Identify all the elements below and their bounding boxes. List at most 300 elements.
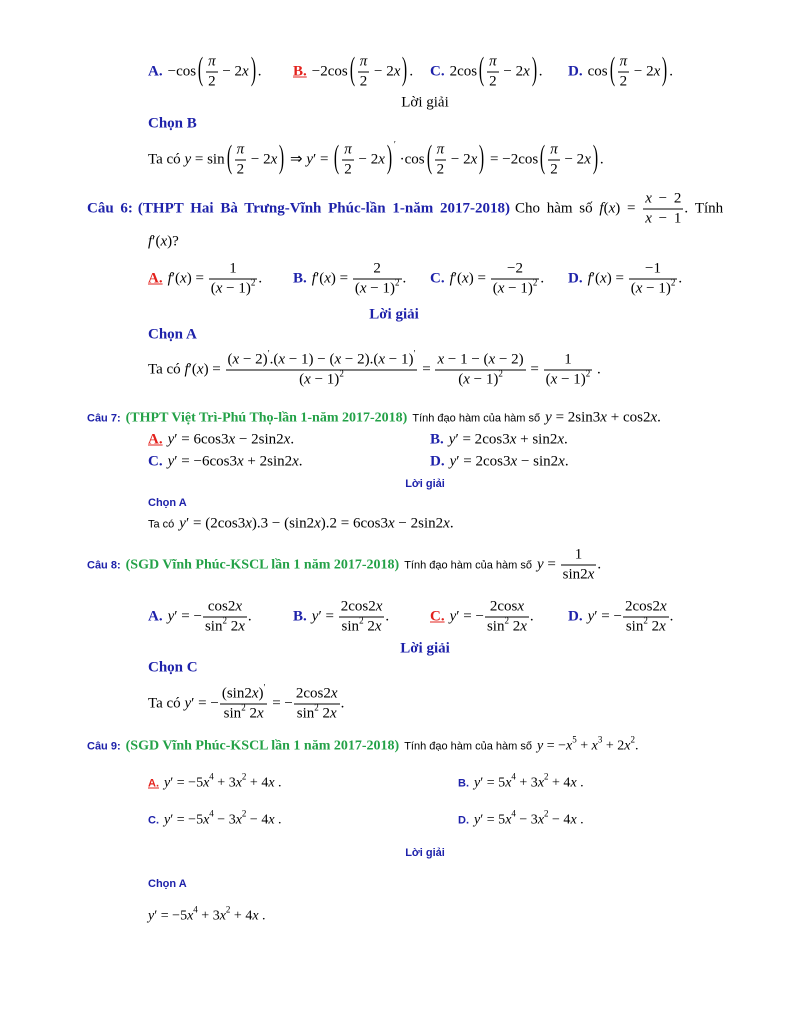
math-variable: x — [235, 598, 243, 615]
math-run: 2x — [508, 618, 527, 635]
math-run: 2cos2x — [340, 598, 383, 615]
math-variable: x — [537, 812, 545, 828]
math-variable: x — [378, 151, 385, 168]
math-run: . — [257, 63, 262, 80]
q6-header — [87, 191, 723, 228]
option-formula — [168, 261, 262, 298]
fraction — [485, 599, 529, 636]
solution-formula — [148, 139, 604, 179]
fraction-numerator — [561, 547, 597, 566]
option-formula — [168, 454, 303, 471]
math-run: sin2x — [562, 566, 595, 583]
math-run: y′ = (2cos3x).3 − (sin2x).2 = 6cos3x − 2sin2x. — [179, 515, 454, 532]
math-variable: x — [645, 190, 652, 207]
option-formula — [588, 54, 673, 91]
math-variable: x — [497, 280, 505, 297]
math-variable: y — [306, 151, 313, 168]
math-variable: y — [164, 775, 171, 791]
math-run: − 2x — [370, 63, 401, 80]
math-run: (x − 2) — [227, 351, 268, 368]
math-run: − 2x — [447, 151, 478, 168]
math-variable: x — [653, 63, 661, 80]
math-variable: f — [184, 361, 189, 378]
option-formula — [168, 432, 295, 449]
math-run: 1 — [564, 351, 572, 368]
fraction-numerator — [435, 352, 525, 371]
math-run: y′ = 2cos3x − sin2x. — [449, 453, 569, 470]
math-run: sin — [486, 618, 505, 635]
fraction — [487, 54, 499, 91]
math-variable: x — [520, 618, 527, 635]
question-prompt-formula — [148, 234, 179, 251]
left-big-paren: ( — [426, 141, 432, 177]
right-big-paren: ) — [250, 53, 256, 89]
math-variable: π — [489, 53, 497, 70]
math-run: y′ = 2cos3x + sin2x. — [448, 431, 568, 448]
left-big-paren: ( — [349, 53, 355, 89]
superscript: 2 — [630, 734, 635, 745]
superscript: 2 — [585, 368, 591, 379]
option-label: A. — [148, 431, 163, 448]
solution-formula — [148, 904, 266, 925]
math-run: . — [634, 738, 639, 754]
q9-solution-heading: Lời giải — [405, 847, 445, 859]
option-formula — [588, 261, 682, 298]
option-label: B. — [293, 63, 307, 80]
math-run: . — [669, 63, 673, 80]
q6-option-b — [293, 261, 406, 298]
q9-answer — [148, 904, 266, 925]
q5-solution-work — [148, 139, 604, 179]
math-variable: π — [208, 53, 216, 70]
math-run — [437, 142, 445, 159]
fraction — [623, 599, 669, 636]
q6-option-a — [148, 261, 262, 298]
right-big-paren: ) — [592, 141, 598, 177]
q8-option-c — [430, 599, 534, 636]
math-variable: f — [587, 270, 592, 287]
math-run: cos — [587, 63, 608, 80]
fraction-denominator — [544, 368, 593, 389]
math-run: 2 — [436, 161, 445, 178]
q9-choice: Chọn A — [148, 878, 187, 890]
math-variable: x — [252, 908, 259, 924]
option-label: C. — [148, 814, 159, 826]
superscript: 4 — [511, 771, 516, 782]
math-run: (x − 1) — [299, 371, 340, 388]
q5-option-d — [568, 54, 673, 91]
q6-prompt-continued — [148, 234, 179, 251]
math-variable: x — [587, 566, 595, 583]
superscript: 4 — [511, 808, 516, 819]
math-variable: x — [324, 270, 331, 287]
option-label: C. — [148, 453, 163, 470]
math-run: 2 — [236, 161, 245, 178]
superscript: 5 — [572, 734, 577, 745]
text-run: Ta có — [148, 695, 181, 712]
math-run: f′(x)? — [148, 233, 179, 250]
q5-solution-heading: Lời giải — [401, 94, 449, 111]
math-run: sin — [341, 618, 360, 635]
fraction-denominator — [491, 277, 540, 298]
q5-option-a — [148, 54, 261, 91]
fraction — [629, 261, 678, 298]
fraction-denominator — [209, 277, 258, 298]
math-run: − 3x — [213, 812, 242, 828]
fraction-denominator — [548, 161, 560, 179]
math-run: − 4x . — [246, 812, 282, 828]
math-variable: x — [517, 598, 525, 615]
math-run: . — [593, 361, 601, 378]
math-run: f′(x) = — [167, 270, 208, 287]
question-number: Câu 9: — [87, 740, 121, 752]
math-variable: x — [584, 151, 591, 168]
left-big-paren: ( — [197, 53, 204, 89]
option-label: B. — [430, 431, 444, 448]
option-label: D. — [568, 608, 583, 625]
option-formula — [474, 808, 584, 829]
math-run: f′(x) = — [311, 270, 352, 287]
fraction — [435, 142, 447, 179]
math-run: −2 — [507, 260, 523, 277]
math-variable: x — [270, 151, 278, 168]
q6-option-d — [568, 261, 682, 298]
math-run: . — [529, 608, 534, 625]
math-run — [344, 142, 352, 159]
math-variable: y — [474, 775, 481, 791]
math-run: y′ = 6cos3x − 2sin2x. — [167, 431, 295, 448]
left-big-paren: ( — [226, 141, 232, 177]
math-variable: π — [550, 141, 558, 158]
question-source: (SGD Vĩnh Phúc-KSCL lần 1 năm 2017-2018) — [125, 557, 400, 572]
q6-choice: Chọn A — [148, 326, 197, 343]
math-variable: x — [251, 685, 259, 702]
right-big-paren: ) — [479, 141, 485, 177]
question-source: (THPT Hai Bà Trưng-Vĩnh Phúc-lần 1-năm 2017-2018) — [137, 200, 510, 217]
math-variable: x — [600, 270, 607, 287]
math-variable: y — [545, 409, 552, 426]
math-run: 2cos — [449, 63, 478, 80]
q9-option-c — [148, 808, 282, 829]
fraction — [342, 142, 354, 179]
math-variable: x — [268, 812, 275, 828]
q5-choice: Chọn B — [148, 115, 197, 132]
math-run: y′ = −5x — [164, 775, 210, 791]
math-variable: x — [375, 598, 383, 615]
math-run: + 4x . — [548, 775, 584, 791]
math-variable: x — [505, 775, 512, 791]
superscript: 2 — [225, 904, 231, 915]
math-variable: y — [449, 453, 457, 470]
math-run — [237, 142, 245, 159]
fraction-denominator — [358, 73, 370, 91]
math-variable: y — [448, 431, 456, 448]
math-variable: π — [619, 53, 628, 70]
left-big-paren: ( — [609, 53, 615, 89]
math-variable: x — [558, 453, 565, 470]
superscript: 2 — [250, 277, 256, 288]
superscript: 2 — [241, 702, 246, 713]
math-variable: x — [232, 351, 240, 368]
math-run: y′ = — [311, 608, 338, 625]
math-run: f′(x) = — [587, 270, 628, 287]
fraction — [203, 599, 247, 636]
math-run: . — [684, 200, 695, 217]
math-variable: x — [393, 63, 401, 80]
math-variable: x — [462, 270, 469, 287]
math-run: + 4x . — [230, 908, 266, 924]
math-run: − 2x — [630, 63, 661, 80]
math-variable: y — [167, 608, 175, 625]
superscript: 2 — [359, 615, 364, 626]
math-run: y′ = 5x — [474, 812, 512, 828]
math-variable: x — [550, 371, 558, 388]
option-label: D. — [568, 270, 583, 287]
superscript: 2 — [643, 615, 648, 626]
math-variable: x — [235, 775, 242, 791]
math-run: . — [597, 556, 602, 573]
math-run: 2 — [489, 73, 497, 90]
math-variable: x — [278, 351, 286, 368]
math-run: .(x − 1) − (x − 2).(x − 1) — [269, 351, 414, 368]
superscript: 4 — [209, 808, 214, 819]
math-run: 2 — [359, 73, 368, 90]
math-run — [208, 54, 216, 71]
math-run: + 3x — [197, 908, 226, 924]
math-run: 2cos2x — [624, 598, 667, 615]
math-run: . — [669, 608, 674, 625]
superscript: ′ — [263, 682, 266, 693]
math-variable: x — [570, 812, 577, 828]
math-run: ⇒ y′ = — [286, 151, 333, 168]
math-variable: x — [245, 515, 252, 532]
math-run: (x − 1) — [458, 371, 499, 388]
math-variable: x — [256, 705, 264, 722]
math-variable: x — [330, 705, 337, 722]
math-run: . — [402, 270, 407, 287]
q7-solution-heading: Lời giải — [405, 478, 445, 490]
math-run: = − — [268, 695, 293, 712]
fraction-denominator — [485, 615, 529, 636]
option-formula — [450, 261, 544, 298]
math-variable: f — [311, 270, 316, 287]
fraction-numerator — [358, 54, 370, 73]
math-run — [620, 54, 628, 71]
math-run: 2x — [363, 618, 382, 635]
math-variable: x — [203, 775, 210, 791]
math-run: (x − 1) — [492, 280, 533, 297]
q8-header — [87, 547, 601, 584]
text-run: Ta có — [148, 151, 181, 168]
math-variable: y — [311, 608, 319, 625]
fraction — [561, 547, 597, 584]
math-run: f′(x) = — [449, 270, 490, 287]
math-variable: x — [228, 431, 236, 448]
fraction — [235, 142, 247, 179]
math-run: . — [385, 608, 390, 625]
math-variable: x — [196, 361, 204, 378]
math-variable: x — [283, 431, 291, 448]
math-run: . — [538, 63, 543, 80]
math-variable: x — [488, 351, 496, 368]
math-run: + 2x — [602, 738, 631, 754]
fraction-denominator — [226, 368, 418, 389]
question-prompt: Tính đạo hàm của hàm số — [404, 559, 532, 571]
math-run: = — [526, 361, 543, 378]
math-variable: y — [474, 812, 481, 828]
option-formula — [312, 261, 406, 298]
math-variable: f — [148, 233, 153, 250]
superscript: ′ — [413, 348, 416, 359]
left-big-paren: ( — [478, 53, 485, 89]
option-label: C. — [430, 608, 445, 625]
math-run: −2cos — [311, 63, 348, 80]
q7-solution-work — [148, 516, 454, 533]
fraction — [618, 54, 630, 91]
option-formula — [168, 599, 252, 636]
math-variable: x — [437, 351, 445, 368]
question-source: (THPT Việt Trì-Phú Thọ-lần 1-năm 2017-2018) — [125, 410, 408, 425]
math-variable: f — [599, 200, 604, 217]
option-label: A. — [148, 63, 163, 80]
solution-intro: Ta có — [148, 518, 175, 530]
fraction-numerator — [643, 191, 683, 210]
q9-header — [87, 734, 639, 755]
question-number: Câu 7: — [87, 412, 121, 424]
math-run: (x − 1) — [630, 280, 671, 297]
question-function — [545, 410, 661, 427]
option-label: B. — [293, 608, 307, 625]
option-formula — [168, 54, 262, 91]
math-run: −cos — [167, 63, 197, 80]
math-variable: y — [164, 812, 171, 828]
option-formula — [312, 599, 389, 636]
fraction-denominator — [342, 161, 354, 179]
text-run: Ta có — [148, 361, 181, 378]
fraction-numerator — [618, 54, 630, 73]
fraction — [544, 352, 593, 389]
option-label: C. — [430, 270, 445, 287]
math-run — [550, 142, 558, 159]
fraction — [643, 191, 683, 228]
q6-option-c — [430, 261, 544, 298]
math-variable: x — [505, 812, 512, 828]
math-variable: y — [148, 908, 155, 924]
fraction — [435, 352, 525, 389]
math-run: + 3x — [515, 775, 545, 791]
option-formula — [449, 432, 568, 449]
superscript: 3 — [597, 734, 603, 745]
option-label: D. — [458, 814, 469, 826]
fraction-denominator — [203, 615, 247, 636]
math-run: sin — [625, 618, 644, 635]
math-run: = — [418, 361, 435, 378]
superscript: 2 — [532, 277, 538, 288]
fraction-numerator — [235, 142, 247, 161]
math-run: 2 — [344, 161, 352, 178]
math-variable: x — [236, 453, 244, 470]
fraction-numerator — [206, 54, 218, 73]
question-prompt: Tính đạo hàm của hàm số — [404, 740, 532, 752]
superscript: 2 — [241, 808, 247, 819]
math-variable: y — [184, 151, 192, 168]
q5-option-b — [293, 54, 413, 91]
fraction-numerator — [544, 352, 593, 371]
math-run: − 2x — [499, 63, 530, 80]
math-variable: y — [179, 515, 186, 532]
math-variable: x — [566, 738, 573, 754]
math-variable: x — [388, 515, 395, 532]
math-variable: π — [359, 53, 368, 70]
right-big-paren: ) — [662, 53, 668, 89]
superscript: 2 — [314, 702, 319, 713]
math-run: 2x — [647, 618, 666, 635]
solution-formula — [148, 682, 345, 723]
math-variable: x — [242, 63, 249, 80]
math-run: − 4x . — [548, 812, 584, 828]
q7-option-d — [430, 454, 569, 471]
fraction-denominator — [339, 615, 385, 636]
fraction-denominator — [623, 615, 669, 636]
math-variable: f — [167, 270, 172, 287]
option-formula — [450, 454, 569, 471]
fraction — [226, 348, 418, 389]
math-run: 2cosx — [489, 598, 525, 615]
math-run: x − 2 — [645, 190, 682, 207]
math-run: + 3x — [213, 775, 242, 791]
math-run: y = sin — [184, 151, 225, 168]
math-run: y′ = −5x — [148, 908, 194, 924]
math-run: . — [340, 695, 345, 712]
math-run: (x − 1) — [210, 280, 251, 297]
math-run: − 2x — [218, 63, 249, 80]
q9-option-a — [148, 771, 282, 792]
option-label: D. — [430, 453, 445, 470]
fraction-denominator — [294, 702, 340, 723]
fraction — [209, 261, 258, 298]
math-variable: y — [449, 608, 457, 625]
fraction — [491, 261, 540, 298]
fraction-numerator — [487, 54, 499, 73]
math-run: cos2x — [207, 598, 243, 615]
math-variable: x — [463, 371, 470, 388]
math-run: 2cos2x — [295, 685, 338, 702]
superscript: 2 — [241, 771, 247, 782]
q5-option-c — [430, 54, 543, 91]
math-run: −1 — [645, 260, 661, 277]
option-label: A. — [148, 608, 163, 625]
fraction — [353, 261, 402, 298]
math-variable: x — [378, 351, 386, 368]
fraction-numerator — [342, 142, 354, 161]
right-big-paren: ) — [386, 141, 393, 177]
math-variable: x — [443, 515, 450, 532]
question-function — [537, 547, 601, 584]
superscript: 2 — [395, 277, 400, 288]
math-variable: y — [537, 738, 544, 754]
math-run: 1 — [229, 260, 237, 277]
math-run: − 2x — [247, 151, 278, 168]
math-run: sin — [223, 705, 242, 722]
math-variable: x — [510, 453, 518, 470]
option-formula — [164, 771, 282, 792]
fraction-denominator — [353, 277, 402, 298]
fraction-denominator — [643, 210, 683, 228]
math-variable: x — [570, 775, 577, 791]
superscript: 2 — [504, 615, 509, 626]
math-variable: x — [304, 371, 311, 388]
math-variable: x — [591, 738, 598, 754]
